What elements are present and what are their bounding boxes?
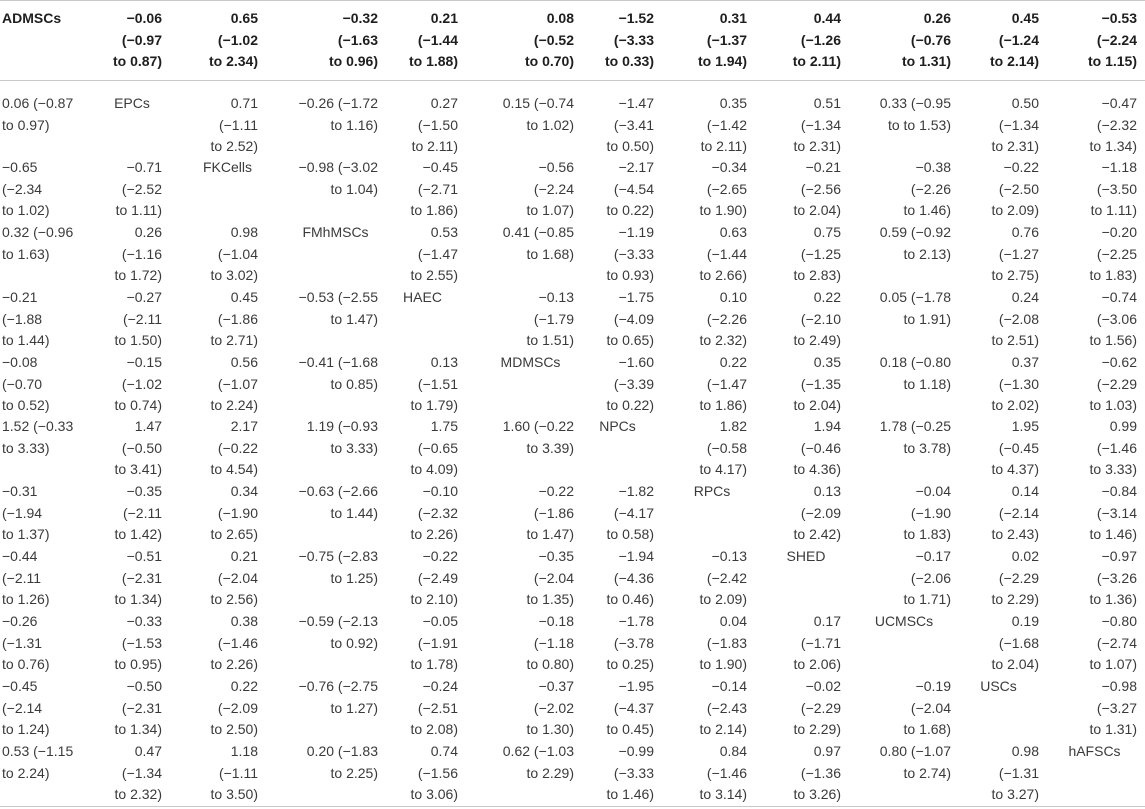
treatment-name-cell: NPCs xyxy=(599,418,636,434)
table-cell: 0.56 (−1.07 to 2.24) xyxy=(210,354,258,414)
table-cell: 0.35 (−1.35 to 2.04) xyxy=(793,354,841,414)
table-cell: −0.80 (−2.74 to 1.07) xyxy=(1089,613,1137,673)
table-cell: −0.22 (−2.50 to 2.09) xyxy=(991,159,1039,219)
table-cell: 0.76 (−1.27 to 2.75) xyxy=(991,224,1039,284)
table-cell: −0.21 (−2.56 to 2.04) xyxy=(793,159,841,219)
header-row-label: ADMSCs xyxy=(2,10,62,26)
table-cell: −0.13 (−1.79 to 1.51) xyxy=(526,289,574,349)
table-cell: 0.80 (−1.07 to 2.74) xyxy=(879,743,951,781)
table-cell: −0.15 (−1.02 to 0.74) xyxy=(114,354,162,414)
table-cell: −0.99 (−3.33 to 1.46) xyxy=(606,743,654,803)
treatment-name-cell: RPCs xyxy=(693,483,731,499)
table-cell: 0.35 (−1.42 to 2.11) xyxy=(700,95,747,155)
table-cell: 0.98 (−1.04 to 3.02) xyxy=(210,224,258,284)
table-cell: 0.74 (−1.56 to 3.06) xyxy=(410,743,458,803)
table-cell: −1.82 (−4.17 to 0.58) xyxy=(606,483,654,543)
table-cell: −0.02 (−2.29 to 2.29) xyxy=(793,678,841,738)
table-cell: 1.19 (−0.93 to 3.33) xyxy=(306,418,378,456)
table-cell: 0.22 (−2.10 to 2.49) xyxy=(793,289,841,349)
table-cell: −0.45 (−2.71 to 1.86) xyxy=(410,159,458,219)
table-cell: −2.17 (−4.54 to 0.22) xyxy=(606,159,654,219)
table-cell: 1.78 (−0.25 to 3.78) xyxy=(879,418,951,456)
header-cell: 0.45 (−1.24 to 2.14) xyxy=(989,10,1039,70)
table-cell: −0.27 (−2.11 to 1.50) xyxy=(114,289,162,349)
table-cell: −0.14 (−2.43 to 2.14) xyxy=(699,678,747,738)
table-cell: 1.18 (−1.11 to 3.50) xyxy=(210,743,258,803)
header-cell: 0.26 (−0.76 to 1.31) xyxy=(901,10,951,70)
table-cell: −0.38 (−2.26 to 1.46) xyxy=(903,159,951,219)
table-cell: 1.47 (−0.50 to 3.41) xyxy=(114,418,162,478)
treatment-name-cell: UCMSCs xyxy=(874,613,934,629)
table-cell: 0.24 (−2.08 to 2.51) xyxy=(991,289,1039,349)
table-cell: 0.14 (−2.14 to 2.43) xyxy=(991,483,1039,543)
treatment-name-cell: SHED xyxy=(786,548,826,564)
table-cell: −1.78 (−3.78 to 0.25) xyxy=(606,613,654,673)
table-cell: 0.47 (−1.34 to 2.32) xyxy=(114,743,162,803)
table-cell: 0.20 (−1.83 to 2.25) xyxy=(306,743,378,781)
table-cell: 0.18 (−0.80 to 1.18) xyxy=(879,354,951,392)
table-cell: 0.21 (−2.04 to 2.56) xyxy=(210,548,258,608)
table-cell: 0.26 (−1.16 to 1.72) xyxy=(114,224,162,284)
table-cell: −0.75 (−2.83 to 1.25) xyxy=(298,548,378,586)
table-cell: 1.94 (−0.46 to 4.36) xyxy=(793,418,841,478)
table-cell: 1.52 (−0.33 to 3.33) xyxy=(2,418,74,456)
table-cell: 0.32 (−0.96 to 1.63) xyxy=(2,224,74,262)
table-cell: −0.47 (−2.32 to 1.34) xyxy=(1089,95,1137,155)
table-cell: −0.41 (−1.68 to 0.85) xyxy=(298,354,378,392)
treatment-name-cell: HAEC xyxy=(403,289,442,305)
table-cell: 2.17 (−0.22 to 4.54) xyxy=(210,418,258,478)
table-cell: −0.50 (−2.31 to 1.34) xyxy=(114,678,162,738)
table-cell: 0.02 (−2.29 to 2.29) xyxy=(991,548,1039,608)
table-cell: 0.53 (−1.47 to 2.55) xyxy=(410,224,458,284)
table-cell: 0.33 (−0.95 to to 1.53) xyxy=(879,95,951,133)
table-cell: 0.71 (−1.11 to 2.52) xyxy=(210,95,258,155)
table-cell: −1.47 (−3.41 to 0.50) xyxy=(606,95,654,155)
table-cell: 0.62 (−1.03 to 2.29) xyxy=(502,743,574,781)
table-cell: −0.63 (−2.66 to 1.44) xyxy=(298,483,378,521)
table-cell: −0.98 (−3.02 to 1.04) xyxy=(298,159,378,197)
table-cell: 1.95 (−0.45 to 4.37) xyxy=(991,418,1039,478)
header-cell: −0.32 (−1.63 to 0.96) xyxy=(328,10,378,70)
table-cell: 0.97 (−1.36 to 3.26) xyxy=(793,743,841,803)
table-cell: −1.75 (−4.09 to 0.65) xyxy=(606,289,654,349)
table-cell: −0.21 (−1.88 to 1.44) xyxy=(2,289,50,349)
table-cell: −0.05 (−1.91 to 1.78) xyxy=(410,613,458,673)
table-cell: −0.97 (−3.26 to 1.36) xyxy=(1089,548,1137,608)
top-rule xyxy=(0,0,1145,1)
table-cell: 0.50 (−1.34 to 2.31) xyxy=(991,95,1039,155)
table-cell: 0.19 (−1.68 to 2.04) xyxy=(991,613,1039,673)
table-cell: −0.35 (−2.04 to 1.35) xyxy=(526,548,574,608)
table-cell: −0.71 (−2.52 to 1.11) xyxy=(115,159,162,219)
table-cell: −0.44 (−2.11 to 1.26) xyxy=(2,548,50,608)
table-cell: −0.56 (−2.24 to 1.07) xyxy=(526,159,574,219)
table-cell: −0.19 (−2.04 to 1.68) xyxy=(903,678,951,738)
table-cell: −1.60 (−3.39 to 0.22) xyxy=(606,354,654,414)
table-cell: −1.18 (−3.50 to 1.11) xyxy=(1090,159,1137,219)
table-cell: −0.18 (−1.18 to 0.80) xyxy=(526,613,574,673)
table-cell: 0.38 (−1.46 to 2.26) xyxy=(210,613,258,673)
table-cell: −1.19 (−3.33 to 0.93) xyxy=(606,224,654,284)
table-cell: 1.75 (−0.65 to 4.09) xyxy=(410,418,458,478)
table-cell: 0.13 (−2.09 to 2.42) xyxy=(793,483,841,543)
table-cell: −0.17 (−2.06 to 1.71) xyxy=(903,548,951,608)
table-cell: 1.60 (−0.22 to 3.39) xyxy=(502,418,574,456)
table-cell: 0.63 (−1.44 to 2.66) xyxy=(699,224,747,284)
table-cell: −1.94 (−4.36 to 0.46) xyxy=(606,548,654,608)
table-cell: −0.24 (−2.51 to 2.08) xyxy=(410,678,458,738)
table-cell: 0.45 (−1.86 to 2.71) xyxy=(210,289,258,349)
table-cell: 0.13 (−1.51 to 1.79) xyxy=(410,354,458,414)
table-cell: −0.62 (−2.29 to 1.03) xyxy=(1089,354,1137,414)
table-cell: 1.82 (−0.58 to 4.17) xyxy=(699,418,747,478)
header-cell: 0.08 (−0.52 to 0.70) xyxy=(524,10,574,70)
table-cell: 0.99 (−1.46 to 3.33) xyxy=(1089,418,1137,478)
table-cell: 0.05 (−1.78 to 1.91) xyxy=(879,289,951,327)
table-cell: −0.76 (−2.75 to 1.27) xyxy=(298,678,378,716)
table-cell: −1.95 (−4.37 to 0.45) xyxy=(606,678,654,738)
header-cell: 0.65 (−1.02 to 2.34) xyxy=(208,10,258,70)
table-cell: −0.84 (−3.14 to 1.46) xyxy=(1089,483,1137,543)
table-cell: −0.98 (−3.27 to 1.31) xyxy=(1089,678,1137,738)
treatment-name-cell: MDMSCs xyxy=(500,354,561,370)
table-cell: −0.53 (−2.55 to 1.47) xyxy=(298,289,378,327)
table-cell: −0.34 (−2.65 to 1.90) xyxy=(699,159,747,219)
header-cell: −0.53 (−2.24 to 1.15) xyxy=(1087,10,1137,70)
table-cell: −0.51 (−2.31 to 1.34) xyxy=(114,548,162,608)
table-cell: 0.98 (−1.31 to 3.27) xyxy=(991,743,1039,803)
table-cell: −0.74 (−3.06 to 1.56) xyxy=(1089,289,1137,349)
table-cell: −0.08 (−0.70 to 0.52) xyxy=(2,354,50,414)
header-cell: 0.31 (−1.37 to 1.94) xyxy=(697,10,747,70)
table-cell: −0.22 (−1.86 to 1.47) xyxy=(526,483,574,543)
treatment-name-cell: USCs xyxy=(980,678,1017,694)
table-cell: 0.41 (−0.85 to 1.68) xyxy=(502,224,574,262)
table-cell: −0.10 (−2.32 to 2.26) xyxy=(410,483,458,543)
table-cell: 0.10 (−2.26 to 2.32) xyxy=(699,289,747,349)
table-cell: 0.06 (−0.87 to 0.97) xyxy=(2,95,74,133)
table-cell: 0.51 (−1.34 to 2.31) xyxy=(793,95,841,155)
table-cell: −0.04 (−1.90 to 1.83) xyxy=(903,483,951,543)
treatment-name-cell: FMhMSCs xyxy=(302,224,369,240)
treatment-name-cell: hAFSCs xyxy=(1068,743,1121,759)
table-cell: −0.59 (−2.13 to 0.92) xyxy=(298,613,378,651)
table-cell: 0.59 (−0.92 to 2.13) xyxy=(879,224,951,262)
table-cell: −0.31 (−1.94 to 1.37) xyxy=(2,483,50,543)
table-cell: 0.17 (−1.71 to 2.06) xyxy=(793,613,841,673)
treatment-name-cell: EPCs xyxy=(114,95,150,111)
table-cell: −0.20 (−2.25 to 1.83) xyxy=(1089,224,1137,284)
table-cell: −0.35 (−2.11 to 1.42) xyxy=(114,483,162,543)
header-rule xyxy=(0,80,1145,81)
table-cell: 0.34 (−1.90 to 2.65) xyxy=(210,483,258,543)
table-cell: −0.33 (−1.53 to 0.95) xyxy=(114,613,162,673)
table-cell: 0.04 (−1.83 to 1.90) xyxy=(699,613,747,673)
table-cell: −0.45 (−2.14 to 1.24) xyxy=(2,678,50,738)
header-cell: −0.06 (−0.97 to 0.87) xyxy=(112,10,162,70)
header-cell: 0.21 (−1.44 to 1.88) xyxy=(408,10,458,70)
table-cell: −0.65 (−2.34 to 1.02) xyxy=(2,159,50,219)
table-cell: −0.26 (−1.72 to 1.16) xyxy=(298,95,378,133)
table-cell: −0.13 (−2.42 to 2.09) xyxy=(699,548,747,608)
table-cell: 0.15 (−0.74 to 1.02) xyxy=(502,95,574,133)
table-cell: −0.37 (−2.02 to 1.30) xyxy=(526,678,574,738)
table-cell: −0.22 (−2.49 to 2.10) xyxy=(410,548,458,608)
table-cell: 0.53 (−1.15 to 2.24) xyxy=(2,743,74,781)
table-cell: −0.26 (−1.31 to 0.76) xyxy=(2,613,50,673)
table-cell: 0.37 (−1.30 to 2.02) xyxy=(991,354,1039,414)
header-cell: 0.44 (−1.26 to 2.11) xyxy=(792,10,841,70)
table-cell: 0.22 (−2.09 to 2.50) xyxy=(210,678,258,738)
treatment-name-cell: FKCells xyxy=(202,159,252,175)
table-cell: 0.22 (−1.47 to 1.86) xyxy=(699,354,747,414)
header-cell: −1.52 (−3.33 to 0.33) xyxy=(604,10,654,70)
table-cell: 0.27 (−1.50 to 2.11) xyxy=(411,95,458,155)
table-cell: 0.84 (−1.46 to 3.14) xyxy=(699,743,747,803)
table-cell: 0.75 (−1.25 to 2.83) xyxy=(793,224,841,284)
